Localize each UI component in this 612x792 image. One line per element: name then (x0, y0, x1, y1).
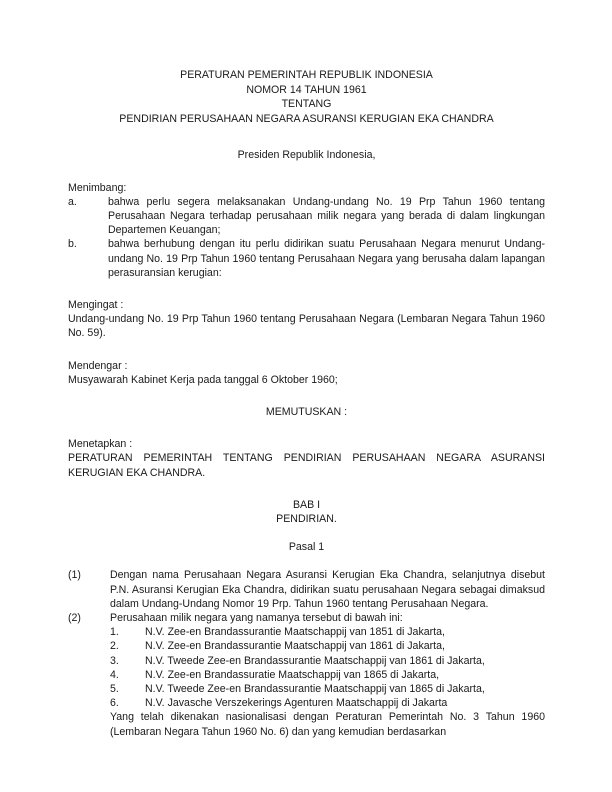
memutuskan-heading: MEMUTUSKAN : (265, 406, 348, 419)
menetapkan-text: PERATURAN PEMERINTAH TENTANG PENDIRIAN PERUSAHAAN NEGARA ASURANSI KERUGIAN EKA CHANDRA. (68, 452, 545, 479)
menimbang-item-b-marker: b. (68, 238, 77, 251)
company-item-marker: 4. (110, 668, 119, 681)
company-list-item (110, 682, 545, 696)
spacer (68, 526, 545, 540)
spacer (68, 126, 545, 148)
spacer (68, 341, 545, 359)
company-item-marker: 3. (110, 654, 119, 667)
menimbang-item-b (68, 237, 545, 280)
clause-2 (68, 611, 545, 739)
spacer (68, 554, 545, 568)
company-list-item (110, 654, 545, 668)
company-list-item (110, 639, 545, 653)
company-item-name: N.V. Tweede Zee-en Brandassurantie Maatschappij van 1865 di Jakarta, (145, 683, 485, 696)
company-item-marker: 1. (110, 626, 119, 639)
company-list-item (110, 625, 545, 639)
company-item-name: N.V. Zee-en Brandassurantie Maatschappij van 1851 di Jakarta, (145, 626, 445, 639)
company-list-item (110, 668, 545, 682)
bab-title: PENDIRIAN. (276, 513, 337, 526)
issuing-authority: Presiden Republik Indonesia, (237, 149, 376, 162)
company-item-name: N.V. Tweede Zee-en Brandassurantie Maatschappij van 1861 di Jakarta, (145, 654, 485, 667)
mengingat-text: Undang-undang No. 19 Prp Tahun 1960 tentang Perusahaan Negara (Lembaran Negara Tahun 1960 No. 59). (68, 313, 545, 340)
spacer (68, 480, 545, 498)
document-title-block (68, 68, 545, 126)
mendengar-label: Mendengar : (68, 359, 128, 372)
clause-1-marker: (1) (68, 569, 81, 582)
company-list (110, 625, 545, 710)
title-line-2: NOMOR 14 TAHUN 1961 (246, 83, 367, 96)
clause-1 (68, 568, 545, 611)
mengingat-label: Mengingat : (68, 299, 124, 311)
clause-2-text: Perusahaan milik negara yang namanya tersebut di bawah ini: (110, 612, 403, 625)
menimbang-item-a-text: bahwa perlu segera melaksanakan Undang-undang No. 19 Prp Tahun 1960 tentang Perusahaan Negara terhadap perusahaan milik negara yang berada di dalam lingkungan Departemen Keuangan; (108, 195, 545, 237)
menimbang-item-a (68, 195, 545, 238)
mendengar-text: Musyawarah Kabinet Kerja pada tanggal 6 Oktober 1960; (68, 373, 338, 386)
title-line-1: PERATURAN PEMERINTAH REPUBLIK INDONESIA (180, 69, 433, 81)
clause-2-marker: (2) (68, 612, 81, 625)
spacer (68, 280, 545, 298)
menimbang-item-b-text: bahwa berhubung dengan itu perlu didirikan suatu Perusahaan Negara menurut Undang-undang No. 19 Prp Tahun 1960 tentang Perusahaan Negara yang berusaha dalam lapangan perasuransian kerugian: (108, 238, 545, 279)
menimbang-item-a-marker: a. (68, 195, 77, 208)
company-item-marker: 5. (110, 683, 119, 696)
company-item-marker: 6. (110, 697, 119, 710)
pasal-heading: Pasal 1 (288, 541, 325, 554)
menetapkan-label: Menetapkan : (68, 438, 133, 451)
company-list-item (110, 696, 545, 710)
menimbang-label: Menimbang: (68, 181, 127, 194)
company-item-name: N.V. Zee-en Brandassurantie Maatschappij van 1861 di Jakarta, (145, 640, 445, 653)
clause-2-closing-text: Yang telah dikenakan nasionalisasi dengan Peraturan Pemerintah No. 3 Tahun 1960 (Lembaran Negara Tahun 1960 No. 6) dan yang kemudian berdasarkan (110, 711, 545, 738)
spacer (68, 387, 545, 405)
spacer (68, 419, 545, 437)
clause-1-text: Dengan nama Perusahaan Negara Asuransi Kerugian Eka Chandra, selanjutnya disebut P.N. Asuransi Kerugian Eka Chandra, didirikan suatu perusahaan Negara sebagai dimaksud dalam Undang-Undang Nomor 19 Prp. Tahun 1960 tentang Perusahaan Negara. (110, 569, 545, 610)
spacer (68, 163, 545, 181)
title-line-4: PENDIRIAN PERUSAHAAN NEGARA ASURANSI KERUGIAN EKA CHANDRA (119, 112, 494, 125)
company-item-name: N.V. Zee-en Brandassuratie Maatschappij van 1865 di Jakarta, (145, 668, 440, 681)
bab-number: BAB I (292, 498, 321, 511)
title-line-3: TENTANG (281, 98, 332, 111)
company-item-name: N.V. Javasche Verszekerings Agenturen Maatschappij di Jakarta (145, 697, 448, 710)
company-item-marker: 2. (110, 640, 119, 653)
